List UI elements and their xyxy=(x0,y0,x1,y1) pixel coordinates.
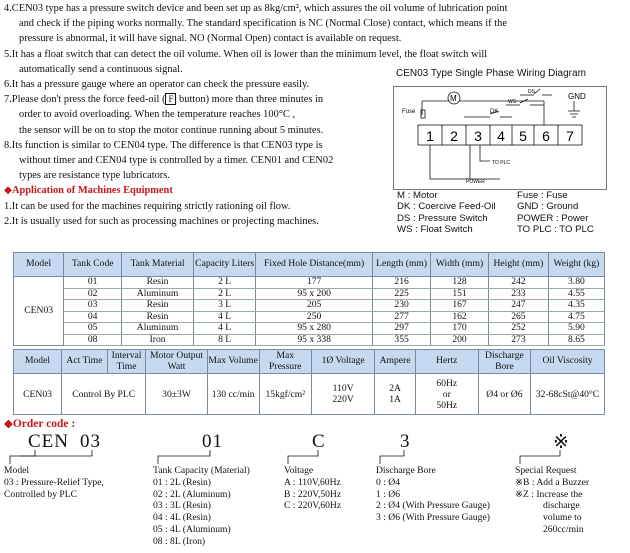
table-cell: 04 xyxy=(64,311,122,323)
to-plc-label: TO PLC xyxy=(492,160,510,166)
column-item: ※B : Add a Buzzer xyxy=(515,476,590,488)
column-item: 08 : 8L (Iron) xyxy=(153,535,206,547)
table-cell: 4 L xyxy=(194,311,256,323)
column-item: B : 220V,50Hz xyxy=(284,488,342,500)
table-cell: 250 xyxy=(256,311,373,323)
table-cell: 230 xyxy=(373,300,431,312)
feature-8-line: types are resistance type lubricators. xyxy=(19,170,170,182)
feature-5-line: 5.It has a float switch that can detect the oil volume. When oil is lower than the minimum level, the float switch will xyxy=(4,48,488,60)
ampere-value: 1A xyxy=(389,394,401,405)
wiring-diagram-title: CEN03 Type Single Phase Wiring Diagram xyxy=(396,68,586,79)
table-header: Model xyxy=(14,253,64,277)
order-special-column xyxy=(515,465,589,536)
terminal-label: 4 xyxy=(497,128,505,144)
wiring-diagram xyxy=(393,86,607,190)
table-cell: 200 xyxy=(431,334,489,346)
table-cell: 355 xyxy=(373,334,431,346)
f-key-icon: F xyxy=(165,93,176,105)
voltage-value: 110V xyxy=(332,383,354,394)
feature-8-line: 8.Its function is similar to CEN04 type. The difference is that CEN03 type is xyxy=(4,139,323,151)
table-header: Oil Viscosity xyxy=(531,350,605,374)
column-title: Special Request xyxy=(515,465,577,476)
order-model-column xyxy=(4,465,104,500)
column-item: 0 : Ø4 xyxy=(376,476,400,488)
legend-item: DK : Coercive Feed-Oil xyxy=(397,201,496,213)
table-cell: 95 x 200 xyxy=(256,288,373,300)
table-header: Max Pressure xyxy=(259,350,311,374)
motor-label: M xyxy=(450,94,457,103)
column-item: 02 : 2L (Aluminum) xyxy=(153,488,231,500)
feature-7-text: 7.Please don't press the force feed-oil ( xyxy=(4,94,166,106)
dk-label: DK xyxy=(490,109,499,115)
column-item: A : 110V,60Hz xyxy=(284,476,341,488)
table-cell: 277 xyxy=(373,311,431,323)
ampere-value: 2A xyxy=(389,383,401,394)
table-header: Interval Time xyxy=(107,350,146,374)
order-bore-column xyxy=(376,465,490,524)
column-item: discharge xyxy=(543,500,580,512)
table-cell: Control By PLC xyxy=(62,374,146,415)
table-row xyxy=(14,311,605,323)
column-item: volume to xyxy=(543,512,582,524)
legend-item: POWER : Power xyxy=(517,212,589,224)
ws-label: WS xyxy=(508,99,517,105)
table-row xyxy=(14,300,605,312)
column-title: Model xyxy=(4,465,30,476)
feature-6-line: 6.It has a pressure gauge where an operator can check the pressure easily. xyxy=(4,79,310,91)
table-cell: 151 xyxy=(431,288,489,300)
hertz-value: 60Hz xyxy=(436,377,458,389)
table-cell: 95 x 338 xyxy=(256,334,373,346)
application-heading-text: Application of Machines Equipment xyxy=(12,185,173,197)
feature-8-line: without timer and CEN04 type is controlled by a timer. CEN01 and CEN02 xyxy=(19,155,334,167)
terminal-label: 6 xyxy=(542,128,550,144)
table-cell: 233 xyxy=(488,288,548,300)
order-code-heading xyxy=(4,416,75,430)
feature-7-line: order to avoid overloading. When the temperature reaches 100°C , xyxy=(19,109,296,121)
table-cell: 5.90 xyxy=(548,323,604,335)
table-header: Tank Material xyxy=(122,253,194,277)
terminal-label: 1 xyxy=(426,128,434,144)
table-cell xyxy=(312,374,375,415)
legend-item: WS : Float Switch xyxy=(397,224,473,236)
feature-4-line: 4.CEN03 type has a pressure switch device and been set up as 8kg/cm², which assures the oil volume of lubrication point xyxy=(4,3,508,14)
legend-item: Fuse : Fuse xyxy=(517,190,568,201)
table-cell: 265 xyxy=(488,311,548,323)
column-item: C : 220V,60Hz xyxy=(284,500,342,512)
column-item: 01 : 2L (Resin) xyxy=(153,476,211,488)
table-cell: 225 xyxy=(373,288,431,300)
code-cen: CEN xyxy=(28,431,69,452)
table-header: Max Volume xyxy=(207,350,259,374)
table-cell: Resin xyxy=(122,311,194,323)
table-cell: 128 xyxy=(431,277,489,289)
terminal-label: 2 xyxy=(450,128,458,144)
table-cell: 15kgf/cm² xyxy=(259,374,311,415)
power-label: POWER xyxy=(466,179,485,185)
order-code-heading-text: Order code : xyxy=(12,418,76,430)
table-cell: 3 L xyxy=(194,300,256,312)
table-cell: Ø4 or Ø6 xyxy=(478,374,530,415)
table-header: Ampere xyxy=(375,350,416,374)
table-cell: 170 xyxy=(431,323,489,335)
table-cell: 242 xyxy=(488,277,548,289)
table-cell: 4 L xyxy=(194,323,256,335)
table-cell: Aluminum xyxy=(122,323,194,335)
table-cell: CEN03 xyxy=(14,374,62,415)
table-row xyxy=(14,277,605,289)
hertz-value: or xyxy=(442,388,451,400)
column-item: 1 : Ø6 xyxy=(376,488,400,500)
feature-5-line: automatically send a continuous signal. xyxy=(19,63,183,75)
table-row xyxy=(14,323,605,335)
table-cell: 2 L xyxy=(194,277,256,289)
table-cell: 8.65 xyxy=(548,334,604,346)
table-cell: 167 xyxy=(431,300,489,312)
legend-item: DS : Pressure Switch xyxy=(397,212,488,224)
table-row xyxy=(14,374,605,415)
table-cell: Resin xyxy=(122,277,194,289)
table-cell: 273 xyxy=(488,334,548,346)
table-row xyxy=(14,334,605,346)
table-cell: 02 xyxy=(64,288,122,300)
terminal-label: 7 xyxy=(566,128,574,144)
diamond-icon: ◆ xyxy=(4,418,13,430)
table-header: Capacity Liters xyxy=(194,253,256,277)
column-title: Voltage xyxy=(284,465,314,476)
table-header: 1Ø Voltage xyxy=(312,350,375,374)
table-cell: 247 xyxy=(488,300,548,312)
gnd-label: GND xyxy=(568,92,586,101)
table-cell xyxy=(415,374,478,415)
legend-item: GND : Ground xyxy=(517,201,579,213)
table-cell: 95 x 280 xyxy=(256,323,373,335)
column-item: 03 : Pressure-Relief Type, xyxy=(4,476,104,488)
legend-item: M : Motor xyxy=(397,190,438,201)
table-header: Width (mm) xyxy=(431,253,489,277)
column-item: 2 : Ø4 (With Pressure Gauge) xyxy=(376,500,490,512)
table-header: Discharge Bore xyxy=(478,350,530,374)
voltage-value: 220V xyxy=(332,394,354,405)
column-title: Discharge Bore xyxy=(376,465,436,476)
table-cell: 162 xyxy=(431,311,489,323)
feature-4-line: pressure is abnormal, it will have signal. NO (Normal Open) contact is available on request. xyxy=(19,33,402,45)
table-header: Weight (kg) xyxy=(548,253,604,277)
order-voltage-column xyxy=(284,465,341,512)
table-header: Length (mm) xyxy=(373,253,431,277)
column-item: Controlled by PLC xyxy=(4,488,78,500)
table-cell: 297 xyxy=(373,323,431,335)
table-cell: 30±3W xyxy=(146,374,207,415)
table-cell: 05 xyxy=(64,323,122,335)
table-cell: 4.75 xyxy=(548,311,604,323)
table-cell: Resin xyxy=(122,300,194,312)
table-cell: 4.55 xyxy=(548,288,604,300)
table-cell xyxy=(375,374,416,415)
terminal-label: 3 xyxy=(474,128,482,144)
table-cell: 2 L xyxy=(194,288,256,300)
table-cell: 130 cc/min xyxy=(207,374,259,415)
column-item: 04 : 4L (Resin) xyxy=(153,512,211,524)
order-tank-column xyxy=(153,465,250,548)
code-bore: 3 xyxy=(400,431,411,452)
table-cell: 205 xyxy=(256,300,373,312)
terminal-label: 5 xyxy=(519,128,527,144)
table-cell: 4.35 xyxy=(548,300,604,312)
performance-table xyxy=(13,349,605,415)
table-header: Tank Code xyxy=(64,253,122,277)
table-cell: 252 xyxy=(488,323,548,335)
table-cell: 01 xyxy=(64,277,122,289)
code-tank: 01 xyxy=(202,431,223,452)
table-row xyxy=(14,288,605,300)
table-cell: Iron xyxy=(122,334,194,346)
hertz-value: 50Hz xyxy=(436,399,458,411)
code-voltage: C xyxy=(312,431,326,452)
wiring-legend xyxy=(397,190,594,236)
table-header: Motor Output Watt xyxy=(146,350,207,374)
application-item: 2.It is usually used for such as processing machines or projecting machines. xyxy=(4,215,319,227)
wiring-diagram-svg xyxy=(394,87,606,189)
table-cell: 216 xyxy=(373,277,431,289)
model-cell: CEN03 xyxy=(14,277,64,346)
fuse-label: Fuse xyxy=(402,109,416,115)
feature-7-text: button) more than three minutes in xyxy=(176,94,324,106)
column-title: Tank Capacity (Material) xyxy=(153,465,250,476)
feature-4-line: and check if the piping works normally. The standard specification is NC (Normal Close) contact, which means if the xyxy=(19,18,507,30)
column-item: 3 : Ø6 (With Pressure Gauge) xyxy=(376,512,490,524)
diamond-icon: ◆ xyxy=(4,185,12,197)
table-cell: 08 xyxy=(64,334,122,346)
table-header: Hertz xyxy=(415,350,478,374)
code-model: 03 xyxy=(80,431,101,452)
table-header: Act Time xyxy=(62,350,108,374)
column-item: 05 : 4L (Aluminum) xyxy=(153,523,231,535)
feature-7-line: the sensor will be on to stop the motor continue running about 5 minutes. xyxy=(19,124,324,136)
application-item: 1.It can be used for the machines requiring strictly rationing oil flow. xyxy=(4,200,291,212)
legend-item: TO PLC : TO PLC xyxy=(517,224,594,236)
table-header: Fixed Hole Distance(mm) xyxy=(256,253,373,277)
table-cell: 177 xyxy=(256,277,373,289)
table-cell: 32-68cSt@40°C xyxy=(531,374,605,415)
table-header: Model xyxy=(14,350,62,374)
ds-label: DS xyxy=(528,89,535,95)
table-cell: 8 L xyxy=(194,334,256,346)
column-item: ※Z : Increase the xyxy=(515,488,583,500)
code-special: ※ xyxy=(553,432,570,453)
column-item: 03 : 3L (Resin) xyxy=(153,500,211,512)
table-cell: 03 xyxy=(64,300,122,312)
table-header: Height (mm) xyxy=(488,253,548,277)
spec-table xyxy=(13,252,605,346)
table-cell: Aluminum xyxy=(122,288,194,300)
column-item: 260cc/min xyxy=(543,523,584,535)
table-cell: 3.80 xyxy=(548,277,604,289)
